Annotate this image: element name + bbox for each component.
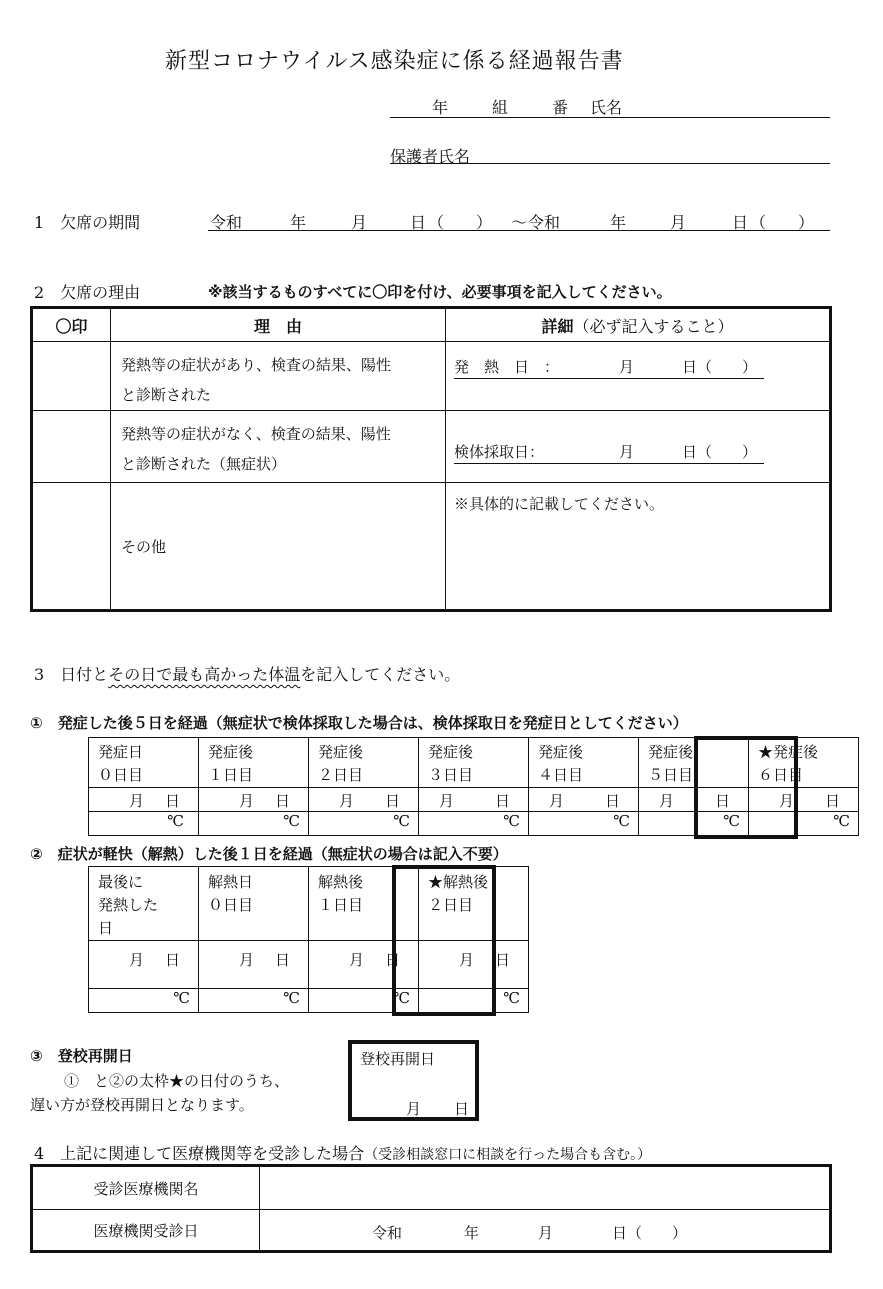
col-header: 最後に 発熱した 日	[89, 867, 199, 941]
to-era: 令和	[528, 213, 561, 232]
detail-cell[interactable]: ※具体的に記載してください。	[446, 483, 831, 611]
from-day: 日	[410, 213, 427, 232]
table-row	[32, 342, 831, 411]
date-cell[interactable]: 月 日	[309, 788, 419, 812]
col-header: 発症後 １日目	[199, 738, 309, 788]
table-row	[32, 483, 831, 611]
reason-cell: 発熱等の症状がなく、検査の結果、陽性 と診断された（無症状）	[111, 411, 446, 483]
section4-label: 4 上記に関連して医療機関等を受診した場合（受診相談窓口に相談を行った場合も含む。）	[34, 1144, 652, 1163]
col-header: ★発症後 ６日目	[749, 738, 859, 788]
date-cell[interactable]: 月 日	[89, 941, 199, 989]
to-month: 月	[670, 213, 687, 232]
temp-cell[interactable]: ℃	[639, 812, 749, 836]
date-cell[interactable]: 月 日	[639, 788, 749, 812]
temp-cell[interactable]: ℃	[199, 812, 309, 836]
detail-cell[interactable]: 発 熱 日 ： 月 日（ ）	[446, 342, 831, 411]
visit-date-field[interactable]: 令和 年 月 日（ ）	[260, 1210, 831, 1252]
sub3-desc-line1: ① と②の太枠★の日付のうち、	[64, 1072, 290, 1090]
date-cell[interactable]: 月 日	[529, 788, 639, 812]
col-header: 発症後 ２日目	[309, 738, 419, 788]
temp-cell[interactable]: ℃	[89, 989, 199, 1013]
col-header: ★解熱後 ２日目	[419, 867, 529, 941]
reason-header: 理 由	[111, 308, 446, 342]
to-weekday: （ ）	[750, 213, 815, 232]
guardian-label: 保護者氏名	[390, 147, 471, 166]
col-header: 発症後 ３日目	[419, 738, 529, 788]
col-header: 解熱日 ０日目	[199, 867, 309, 941]
detail-cell[interactable]: 検体採取日： 月 日（ ）	[446, 411, 831, 483]
col-header: 発症後 ５日目	[639, 738, 749, 788]
from-era: 令和	[210, 213, 243, 232]
tilde: ～	[511, 213, 528, 232]
date-cell[interactable]: 月 日	[89, 788, 199, 812]
section2-label: 2 欠席の理由	[34, 283, 141, 302]
date-cell[interactable]: 月 日	[199, 941, 309, 989]
col-header: 解熱後 １日目	[309, 867, 419, 941]
col-header: 発症日 ０日目	[89, 738, 199, 788]
sub1-title: ① 発症した後５日を経過（無症状で検体採取した場合は、検体採取日を発症日としてください）	[30, 714, 688, 732]
visit-date-label: 医療機関受診日	[32, 1210, 260, 1252]
from-weekday: （ ）	[428, 213, 493, 232]
resume-month: 月	[406, 1100, 422, 1118]
mark-header: 〇印	[32, 308, 111, 342]
temp-cell[interactable]: ℃	[419, 812, 529, 836]
mark-cell[interactable]	[32, 483, 111, 611]
temp-cell[interactable]: ℃	[529, 812, 639, 836]
reason-cell: 発熱等の症状があり、検査の結果、陽性 と診断された	[111, 342, 446, 411]
medical-table	[30, 1164, 832, 1253]
fever-day2-highlight	[392, 865, 496, 1016]
temp-cell[interactable]: ℃	[749, 812, 859, 836]
student-info-underline	[390, 117, 830, 118]
temp-cell[interactable]: ℃	[419, 989, 529, 1013]
absence-period-underline	[208, 230, 830, 231]
reason-cell: その他	[111, 483, 446, 611]
detail-header: 詳細（必ず記入すること）	[446, 308, 831, 342]
col-header: 発症後 ４日目	[529, 738, 639, 788]
date-cell[interactable]: 月 日	[419, 941, 529, 989]
section3-label: 3 日付とその日で最も高かった体温を記入してください。	[34, 665, 461, 684]
sub3-desc-line2: 遅い方が登校再開日となります。	[30, 1096, 254, 1114]
sub2-title: ② 症状が軽快（解熱）した後１日を経過（無症状の場合は記入不要）	[30, 845, 508, 863]
guardian-underline	[390, 163, 830, 164]
from-year: 年	[290, 213, 307, 232]
number-label: 番	[552, 98, 569, 117]
page-title: 新型コロナウイルス感染症に係る経過報告書	[165, 49, 624, 74]
reason-table	[30, 306, 832, 612]
section1-label: 1 欠席の期間	[34, 213, 141, 232]
to-year: 年	[610, 213, 627, 232]
sub3-title: ③ 登校再開日	[30, 1047, 133, 1065]
hospital-name-label: 受診医療機関名	[32, 1166, 260, 1210]
temp-cell[interactable]: ℃	[89, 812, 199, 836]
date-cell[interactable]: 月 日	[419, 788, 529, 812]
mark-cell[interactable]	[32, 411, 111, 483]
hospital-name-field[interactable]	[260, 1166, 831, 1210]
date-cell[interactable]: 月 日	[199, 788, 309, 812]
onset-day6-highlight	[694, 736, 798, 839]
class-label: 組	[492, 98, 509, 117]
section2-note: ※該当するものすべてに〇印を付け、必要事項を記入してください。	[208, 283, 672, 301]
temp-cell[interactable]: ℃	[309, 989, 419, 1013]
temp-cell[interactable]: ℃	[309, 812, 419, 836]
resume-date-box[interactable]	[348, 1040, 479, 1121]
name-label: 氏名	[590, 98, 623, 117]
table-row	[32, 411, 831, 483]
mark-cell[interactable]	[32, 342, 111, 411]
temp-cell[interactable]: ℃	[199, 989, 309, 1013]
date-cell[interactable]: 月 日	[749, 788, 859, 812]
from-month: 月	[351, 213, 368, 232]
resume-day: 日	[454, 1100, 470, 1118]
resume-date-label: 登校再開日	[360, 1050, 436, 1068]
year-label: 年	[432, 98, 449, 117]
to-day: 日	[732, 213, 749, 232]
date-cell[interactable]: 月 日	[309, 941, 419, 989]
